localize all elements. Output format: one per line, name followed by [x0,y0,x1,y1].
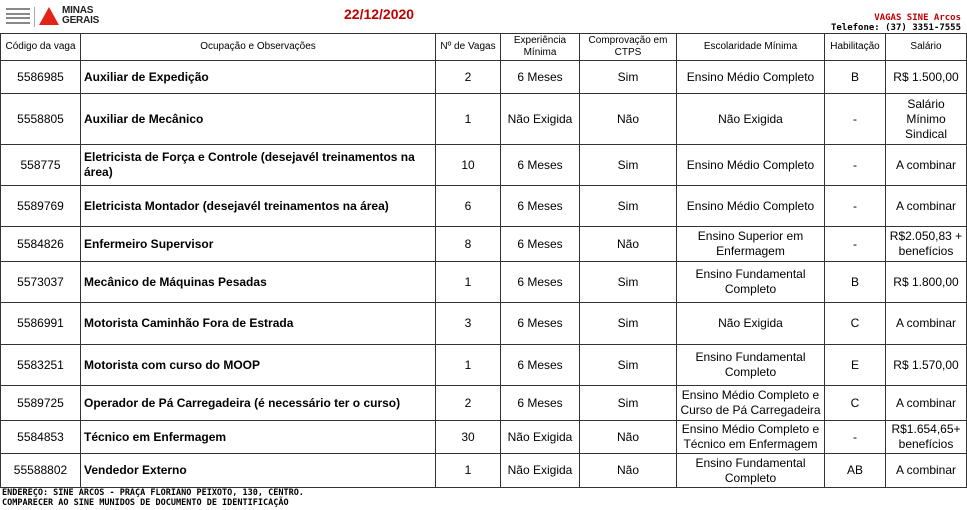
vacancy-count-cell: 1 [436,262,501,303]
column-occupation-header: Ocupação e Observações [81,34,436,61]
schooling-cell: Ensino Médio Completo [677,186,825,227]
government-emblem-icon [6,8,30,24]
schooling-cell: Ensino Médio Completo [677,61,825,94]
vacancy-count-cell: 1 [436,454,501,488]
vacancy-count-cell: 6 [436,186,501,227]
salary-cell: R$1.654,65+ benefícios [886,421,967,454]
experience-cell: 6 Meses [501,186,580,227]
table-row [1,262,967,303]
minas-gerais-logo [6,5,100,27]
salary-cell: A combinar [886,186,967,227]
schooling-cell: Ensino Fundamental Completo [677,345,825,386]
salary-cell: R$ 1.570,00 [886,345,967,386]
vacancy-code-cell: 5558805 [1,94,81,145]
vacancy-count-cell: 1 [436,94,501,145]
license-cell: - [825,227,886,262]
vacancy-code-cell: 5573037 [1,262,81,303]
logo-text-line2: GERAIS [62,15,100,26]
triangle-logo-icon [39,7,59,25]
schooling-cell: Ensino Fundamental Completo [677,262,825,303]
table-row [1,94,967,145]
license-cell: - [825,421,886,454]
table-row [1,145,967,186]
footer-note: COMPARECER AO SINE MUNIDOS DE DOCUMENTO DE IDENTIFICAÇÃO [2,498,289,508]
logo-divider [34,7,35,27]
ctps-proof-cell: Não [580,421,677,454]
vacancy-code-cell: 55588802 [1,454,81,488]
occupation-cell: Mecânico de Máquinas Pesadas [81,262,436,303]
salary-cell: R$ 1.500,00 [886,61,967,94]
ctps-proof-cell: Não [580,454,677,488]
occupation-cell: Motorista com curso do MOOP [81,345,436,386]
table-row [1,61,967,94]
experience-cell: 6 Meses [501,227,580,262]
experience-cell: 6 Meses [501,303,580,345]
experience-cell: 6 Meses [501,345,580,386]
license-cell: C [825,386,886,421]
ctps-proof-cell: Não [580,94,677,145]
salary-cell: R$2.050,83 + benefícios [886,227,967,262]
vacancy-code-cell: 5589725 [1,386,81,421]
vacancy-code-cell: 5583251 [1,345,81,386]
logo-text-line1: MINAS [62,5,94,16]
vacancy-count-cell: 30 [436,421,501,454]
occupation-cell: Técnico em Enfermagem [81,421,436,454]
vacancy-count-cell: 2 [436,386,501,421]
logo-brand-text [62,6,99,26]
license-cell: B [825,61,886,94]
table-row [1,421,967,454]
vacancy-code-cell: 5584826 [1,227,81,262]
occupation-cell: Auxiliar de Mecânico [81,94,436,145]
header [0,0,967,33]
listing-title: VAGAS SINE Arcos [874,13,961,23]
vacancy-code-cell: 5584853 [1,421,81,454]
schooling-cell: Ensino Médio Completo e Técnico em Enfermagem [677,421,825,454]
ctps-proof-cell: Sim [580,145,677,186]
vacancy-count-cell: 1 [436,345,501,386]
job-vacancies-table [0,33,967,488]
license-cell: C [825,303,886,345]
license-cell: E [825,345,886,386]
schooling-cell: Ensino Superior em Enfermagem [677,227,825,262]
salary-cell: A combinar [886,386,967,421]
column-schooling-header: Escolaridade Mínima [677,34,825,61]
salary-cell: A combinar [886,303,967,345]
salary-cell: Salário Mínimo Sindical [886,94,967,145]
vacancy-count-cell: 3 [436,303,501,345]
license-cell: - [825,94,886,145]
schooling-cell: Não Exigida [677,303,825,345]
vacancy-count-cell: 10 [436,145,501,186]
column-experience-header: Experiência Mínima [501,34,580,61]
vacancy-count-cell: 8 [436,227,501,262]
table-row [1,345,967,386]
experience-cell: 6 Meses [501,145,580,186]
experience-cell: Não Exigida [501,421,580,454]
occupation-cell: Eletricista Montador (desejavél treinamentos na área) [81,186,436,227]
phone-number: Telefone: (37) 3351-7555 [830,23,961,33]
ctps-proof-cell: Sim [580,262,677,303]
occupation-cell: Enfermeiro Supervisor [81,227,436,262]
column-salary-header: Salário [886,34,967,61]
table-row [1,386,967,421]
footer [2,488,304,508]
experience-cell: 6 Meses [501,386,580,421]
ctps-proof-cell: Sim [580,61,677,94]
ctps-proof-cell: Sim [580,186,677,227]
schooling-cell: Ensino Fundamental Completo [677,454,825,488]
license-cell: - [825,186,886,227]
ctps-proof-cell: Sim [580,386,677,421]
license-cell: - [825,145,886,186]
vacancy-code-cell: 5586985 [1,61,81,94]
schooling-cell: Ensino Médio Completo [677,145,825,186]
table-row [1,227,967,262]
column-ctps-header: Comprovação em CTPS [580,34,677,61]
vacancy-code-cell: 558775 [1,145,81,186]
salary-cell: R$ 1.800,00 [886,262,967,303]
listing-date: 22/12/2020 [344,6,415,22]
occupation-cell: Eletricista de Força e Controle (desejavél treinamentos na área) [81,145,436,186]
license-cell: AB [825,454,886,488]
schooling-cell: Não Exigida [677,94,825,145]
experience-cell: Não Exigida [501,94,580,145]
column-license-header: Habilitação [825,34,886,61]
table-row [1,186,967,227]
column-vacancies-header: Nº de Vagas [436,34,501,61]
schooling-cell: Ensino Médio Completo e Curso de Pá Carregadeira [677,386,825,421]
salary-cell: A combinar [886,454,967,488]
vacancy-count-cell: 2 [436,61,501,94]
column-code-header: Código da vaga [1,34,81,61]
vacancy-code-cell: 5589769 [1,186,81,227]
occupation-cell: Motorista Caminhão Fora de Estrada [81,303,436,345]
license-cell: B [825,262,886,303]
footer-address: ENDEREÇO: SINE ARCOS - PRAÇA FLORIANO PEIXOTO, 130, CENTRO. [2,488,304,498]
ctps-proof-cell: Não [580,227,677,262]
table-row [1,303,967,345]
ctps-proof-cell: Sim [580,345,677,386]
ctps-proof-cell: Sim [580,303,677,345]
occupation-cell: Operador de Pá Carregadeira (é necessário ter o curso) [81,386,436,421]
table-row [1,454,967,488]
experience-cell: Não Exigida [501,454,580,488]
experience-cell: 6 Meses [501,61,580,94]
experience-cell: 6 Meses [501,262,580,303]
salary-cell: A combinar [886,145,967,186]
occupation-cell: Auxiliar de Expedição [81,61,436,94]
occupation-cell: Vendedor Externo [81,454,436,488]
vacancy-code-cell: 5586991 [1,303,81,345]
table-header-row [1,34,967,61]
